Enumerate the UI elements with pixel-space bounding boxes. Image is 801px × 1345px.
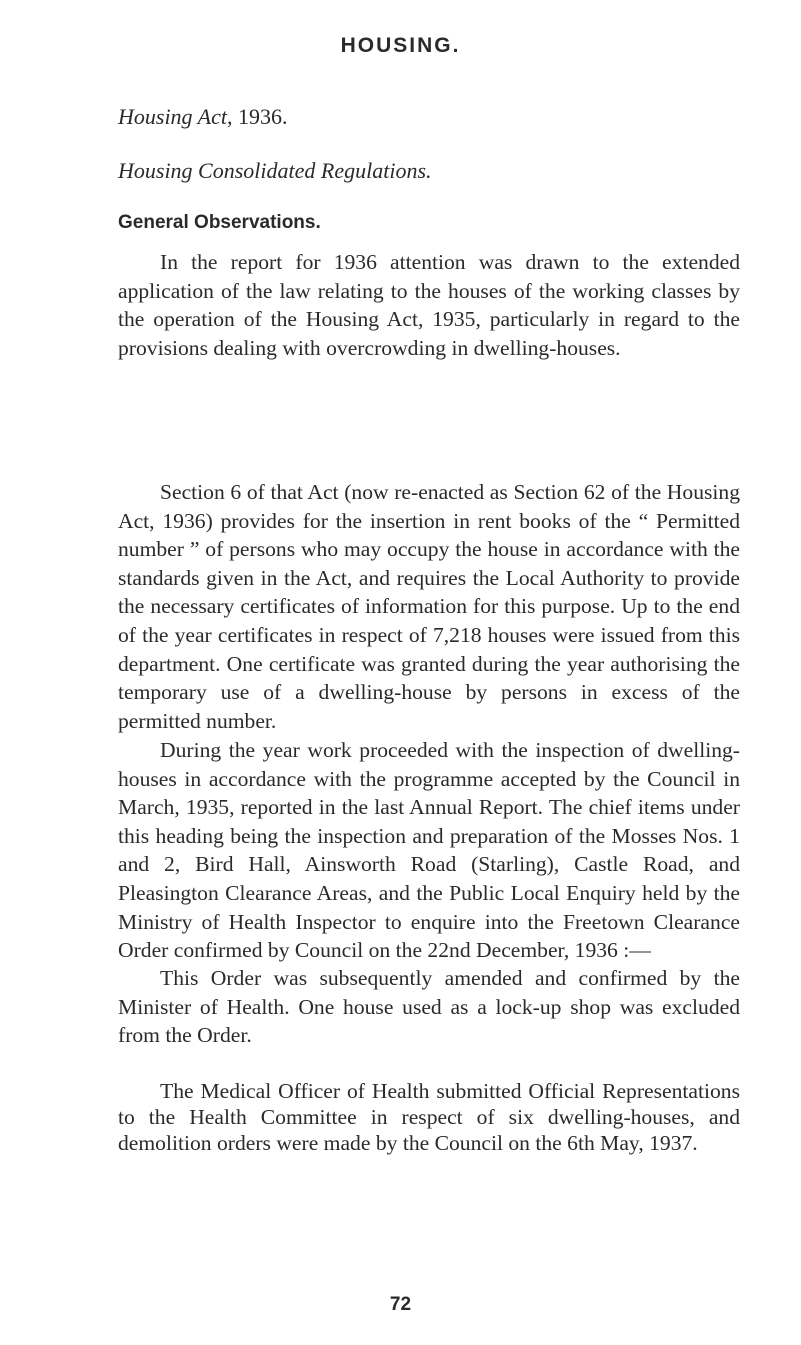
paragraph-order-amended: This Order was subsequently amended and confirmed by the Minister of Health. One house used as a lock-up shop was excluded from the Order.: [118, 966, 740, 1048]
section-heading: General Observations.: [118, 212, 321, 233]
act-name: Housing Act: [118, 104, 227, 129]
housing-act-reference: [118, 104, 287, 130]
act-year: , 1936.: [226, 104, 288, 129]
regulations-reference: [118, 158, 432, 184]
paragraph-section-6: Section 6 of that Act (now re-enacted as Section 62 of the Housing Act, 1936) provides for the insertion in rent books of the “ Permitted number ” of persons who may occupy the house in accordance with the standards given in the Act, and requires the Local Authority to provide the necessary certificates of information for this purpose. Up to the end of the year certificates in respect of 7,218 houses were issued from this department. One certificate was granted during the year authorising the temporary use of a dwelling-house by persons in excess of the permitted number.: [118, 480, 740, 733]
regulations-name: Housing Consolidated Regulations.: [118, 158, 432, 183]
paragraph-inspection: During the year work proceeded with the inspection of dwelling-houses in accordance with the programme accepted by the Council in March, 1935, reported in the last Annual Report. The chief items under this heading being the inspection and preparation of the Mosses Nos. 1 and 2, Bird Hall, Ainsworth Road (Starling), Castle Road, and Pleasington Clearance Areas, and the Public Local Enquiry held by the Ministry of Health Inspector to enquire into the Freetown Clearance Order confirmed by Council on the 22nd December, 1936 :—: [118, 738, 740, 963]
page-title: HOUSING.: [340, 34, 461, 57]
paragraph-representations: The Medical Officer of Health submitted Official Representations to the Health Committee in respect of six dwelling-houses, and demolition orders were made by the Council on the 6th May, 1937.: [118, 1079, 740, 1155]
paragraph-report-1936: In the report for 1936 attention was drawn to the extended application of the law relating to the houses of the working classes by the operation of the Housing Act, 1935, particularly in regard to the provisions dealing with overcrowding in dwelling-houses.: [118, 250, 740, 360]
page-number: 72: [389, 1294, 412, 1315]
